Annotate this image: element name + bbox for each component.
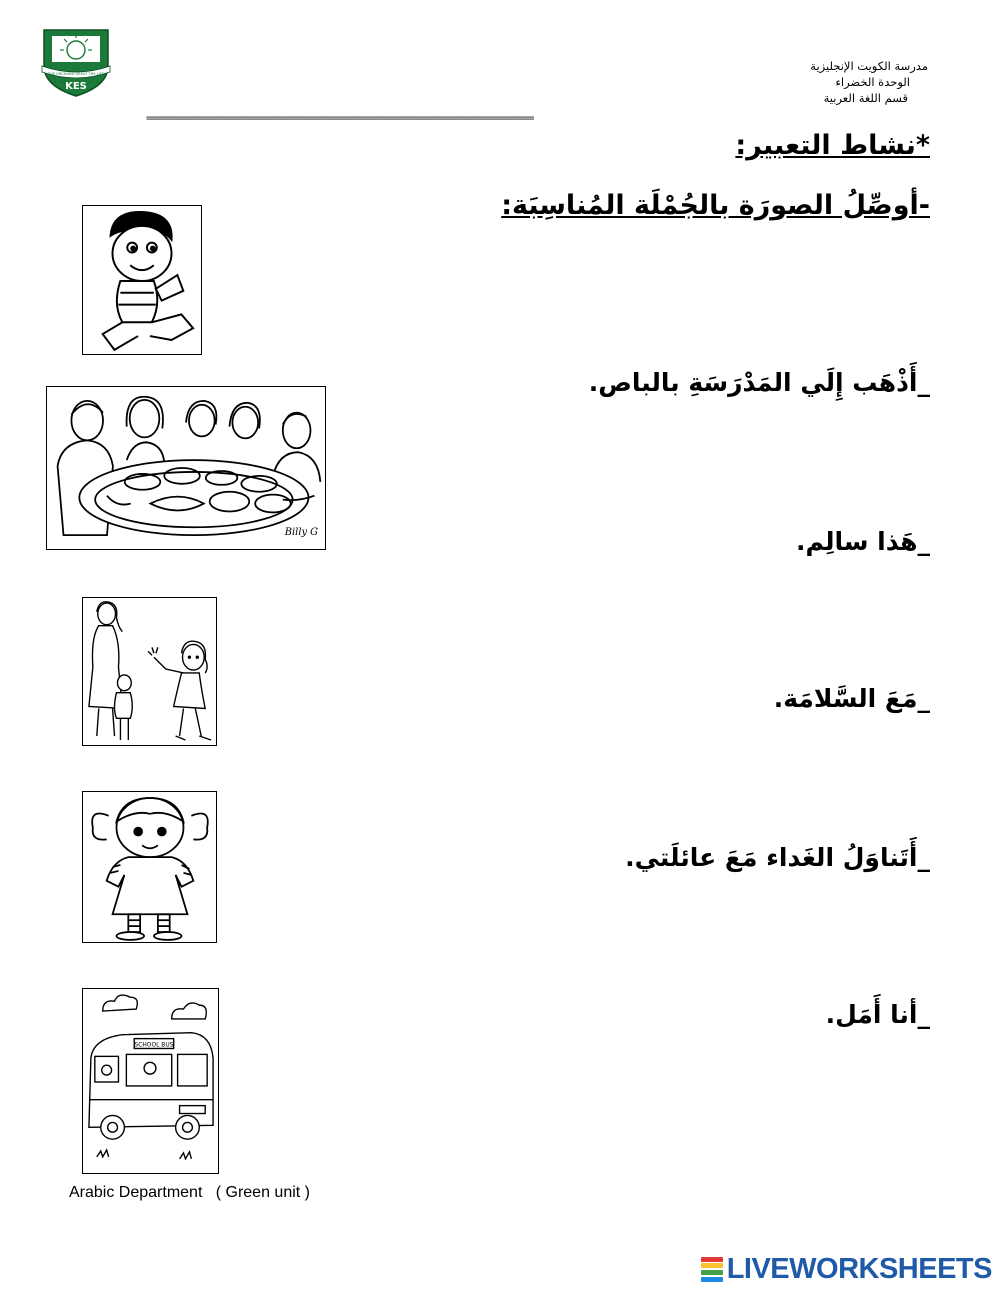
liveworksheets-logo-icon [701,1257,723,1283]
sentence-goodbye[interactable]: _مَعَ السَّلامَة. [773,684,930,713]
sentence-bus[interactable]: _أَذْهَب إِلَي المَدْرَسَةِ بالباص. [588,368,930,397]
department-name: قسم اللغة العربية [823,91,908,105]
header-divider: ================================================================================== [146,114,534,123]
sentence-amal[interactable]: _أنا أَمَل. [825,1000,930,1029]
bus-sign-text: SCHOOL BUS [134,1042,174,1049]
girl-standing-image[interactable] [82,791,217,943]
logo-motto: THE ORCHARD GREAT THE LIFE [47,72,105,76]
sentence-salem[interactable]: _هَذا سالِم. [795,527,930,556]
sentence-lunch[interactable]: _أَتَناوَلُ الغَداء مَعَ عائلَتي. [625,843,930,872]
liveworksheets-wordmark: LIVEWORKSHEETS [726,1253,992,1285]
activity-title: *نشاط التعبير: [735,130,930,161]
mother-child-waving-image[interactable] [82,597,217,746]
family-dinner-image[interactable] [46,386,326,550]
school-logo [38,26,114,98]
activity-instruction: -أوصِّلُ الصورَة بالجُمْلَة المُناسِبَة: [501,190,930,221]
footer-text: Arabic Department ( Green unit ) [69,1184,310,1201]
boy-reading-image[interactable] [82,205,202,355]
liveworksheets-brand[interactable] [701,1253,992,1286]
logo-text: KES [65,81,87,92]
school-header [668,58,928,106]
school-bus-image[interactable] [82,988,219,1174]
illustrator-signature: Billy G [284,527,319,539]
unit-name: الوحدة الخضراء [835,75,910,89]
school-name: مدرسة الكويت الإنجليزية [810,59,928,73]
